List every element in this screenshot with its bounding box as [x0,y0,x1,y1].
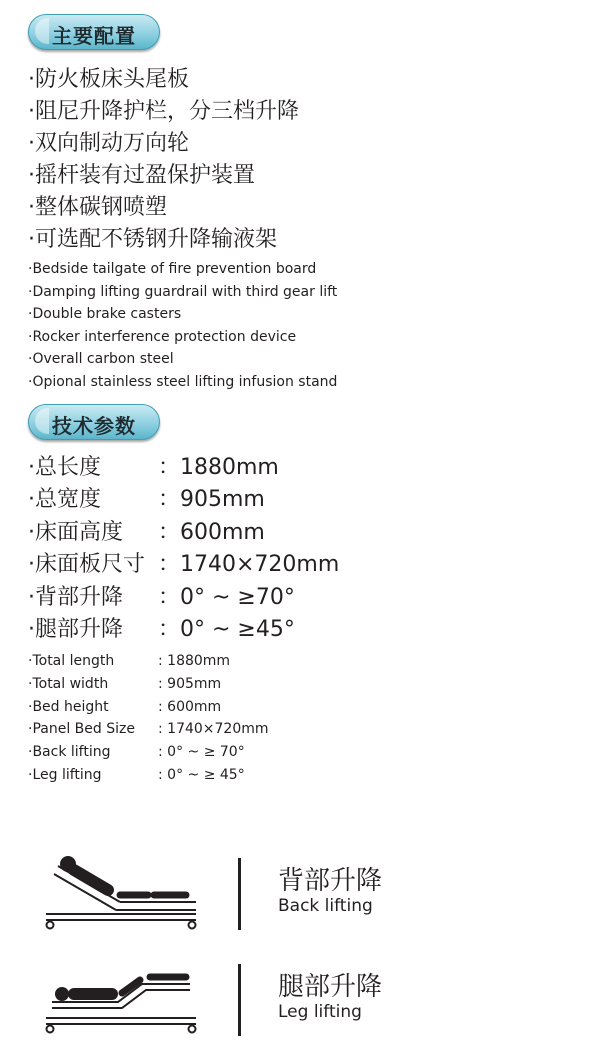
spec-value: : 0° ~ ≥ 70° [158,744,245,761]
spec-value: : 1880mm [158,653,231,669]
spec-value: ：0° ~ ≥70° [158,584,295,610]
spec-value: : 1740×720mm [158,721,269,738]
spec-value: ：1740×720mm [158,552,340,578]
spec-value: ：0° ~ ≥45° [158,616,295,642]
leg-lifting-caption [278,972,382,1022]
spec-label: ·总长度 [28,455,101,480]
spec-label: ·Back lifting [28,744,111,761]
spec-label: ·Leg lifting [28,766,102,783]
spec-label: ·床面板尺寸 [28,552,145,578]
list-item: ·Opional stainless steel lifting infusion stand [28,373,338,390]
spec-label: ·腿部升降 [28,616,123,642]
config-heading-badge [28,14,160,50]
config-list-en [28,258,337,393]
spec-label: ·Bed height [28,698,109,715]
spec-value: : 905mm [158,675,222,692]
config-list-cn [28,64,299,256]
caption-cn: 背部升降 [278,866,383,896]
list-item: ·摇杆装有过盈保护装置 [28,163,255,188]
spec-label: ·Total width [28,675,109,692]
spec-label: ·Total length [28,653,115,669]
list-item: ·可选配不锈钢升降输液架 [28,227,277,252]
specs-heading-badge [28,404,160,440]
caption-en: Leg lifting [278,1002,362,1022]
list-item: ·整体碳钢喷塑 [28,195,167,220]
list-item: ·Double brake casters [28,306,182,322]
caption-en: Back lifting [278,896,373,916]
list-item: ·阻尼升降护栏，分三档升降 [28,99,299,124]
list-item: ·Bedside tailgate of fire prevention board [28,261,317,277]
spec-value: : 600mm [158,698,222,715]
spec-value: : 0° ~ ≥ 45° [158,766,245,783]
spec-value: ：1880mm [158,455,279,480]
caption-cn: 腿部升降 [278,972,383,1002]
back-lifting-bed-icon [40,850,205,930]
list-item: ·双向制动万向轮 [28,131,189,156]
list-item: ·Overall carbon steel [28,351,174,367]
divider [238,858,241,930]
list-item: ·Damping lifting guardrail with third gear lift [28,283,338,300]
leg-lifting-bed-icon [40,960,205,1038]
list-item: ·Rocker interference protection device [28,328,297,345]
specs-heading: 技术参数 [52,414,136,438]
spec-label: ·总宽度 [28,487,101,513]
spec-value: ：905mm [158,487,265,513]
back-lifting-caption [278,866,382,916]
spec-label: ·背部升降 [28,584,123,610]
list-item: ·防火板床头尾板 [28,67,189,92]
spec-label: ·Panel Bed Size [28,721,135,738]
config-heading: 主要配置 [52,24,136,48]
spec-label: ·床面高度 [28,519,123,545]
divider [238,964,241,1036]
spec-value: ：600mm [158,519,265,545]
